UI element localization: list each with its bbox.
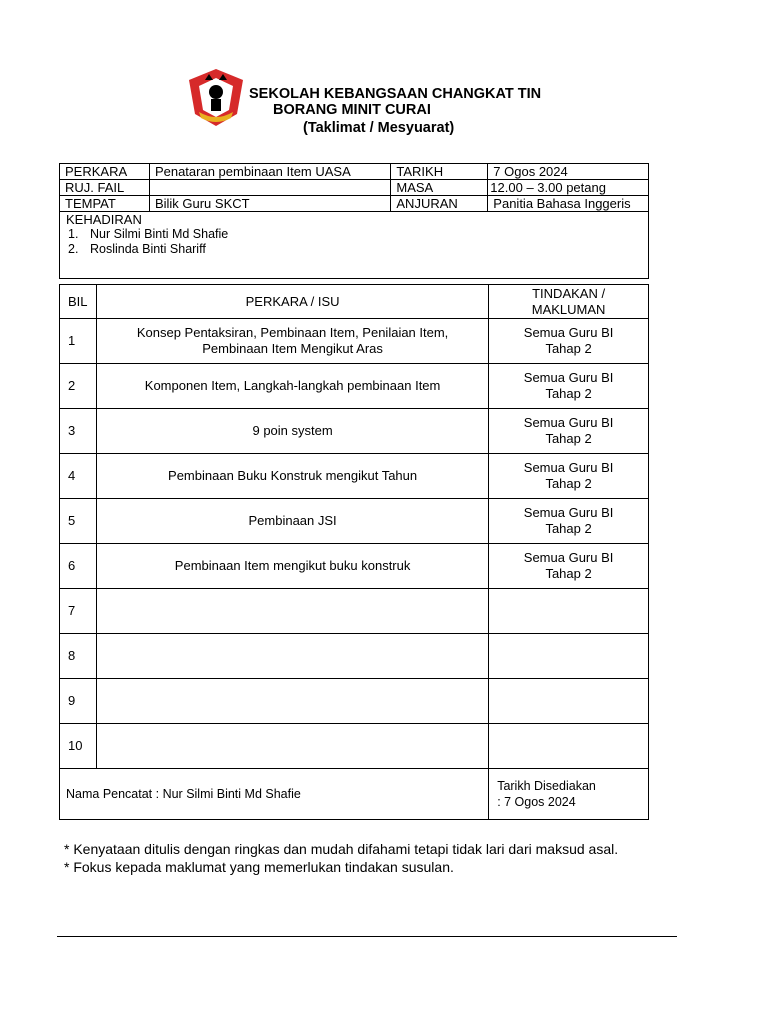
tindakan-line: Tahap 2 <box>545 476 592 491</box>
row-tindakan <box>489 409 649 454</box>
school-logo <box>185 66 247 128</box>
attendee-item <box>66 227 642 242</box>
tempat-value: Bilik Guru SKCT <box>149 196 390 212</box>
attendee-number: 1. <box>68 227 79 241</box>
perkara-value: Penataran pembinaan Item UASA <box>149 164 390 180</box>
notes <box>64 840 618 876</box>
attendee-name: Nur Silmi Binti Md Shafie <box>90 227 229 241</box>
tindakan-line: Tahap 2 <box>545 431 592 446</box>
table-footer-row <box>60 769 649 820</box>
tindakan-line: Semua Guru BI <box>523 415 614 430</box>
row-tindakan <box>489 679 649 724</box>
row-bil: 3 <box>60 409 97 454</box>
tindakan-line: Semua Guru BI <box>523 550 614 565</box>
rujfail-label: RUJ. FAIL <box>60 180 150 196</box>
masa-value: 12.00 – 3.00 petang <box>488 180 649 196</box>
table-row <box>60 499 649 544</box>
note-item: * Fokus kepada maklumat yang memerlukan tindakan susulan. <box>64 859 454 875</box>
note-item: * Kenyataan ditulis dengan ringkas dan mudah difahami tetapi tidak lari dari maksud asal. <box>64 841 619 857</box>
table-row <box>60 589 649 634</box>
info-row-perkara <box>60 164 649 180</box>
kehadiran-row <box>60 212 649 279</box>
tarikh-disediakan <box>489 769 649 820</box>
tindakan-line: Semua Guru BI <box>523 460 614 475</box>
tempat-label: TEMPAT <box>60 196 150 212</box>
perkara-line: Konsep Pentaksiran, Pembinaan Item, Penilaian Item, <box>136 325 449 340</box>
perkara-line: Pembinaan Buku Konstruk mengikut Tahun <box>168 468 418 483</box>
row-perkara <box>96 544 488 589</box>
header-tindakan <box>489 285 649 319</box>
row-bil: 1 <box>60 319 97 364</box>
row-bil: 5 <box>60 499 97 544</box>
row-tindakan <box>489 499 649 544</box>
table-row <box>60 319 649 364</box>
row-bil: 9 <box>60 679 97 724</box>
anjuran-label: ANJURAN <box>391 196 488 212</box>
info-row-rujfail <box>60 180 649 196</box>
row-bil: 2 <box>60 364 97 409</box>
header-tindakan-line1: TINDAKAN / <box>532 285 606 301</box>
tindakan-line: Semua Guru BI <box>523 370 614 385</box>
attendee-item <box>66 242 642 257</box>
table-header-row <box>60 285 649 319</box>
row-bil: 8 <box>60 634 97 679</box>
attendee-name: Roslinda Binti Shariff <box>90 242 206 256</box>
row-bil: 10 <box>60 724 97 769</box>
table-row <box>60 544 649 589</box>
row-perkara <box>96 409 488 454</box>
rujfail-value <box>149 180 390 196</box>
anjuran-value: Panitia Bahasa Inggeris <box>488 196 649 212</box>
table-row <box>60 724 649 769</box>
row-perkara <box>96 364 488 409</box>
kehadiran-cell <box>60 212 649 279</box>
tarikh-label: TARIKH <box>391 164 488 180</box>
row-tindakan <box>489 319 649 364</box>
row-perkara <box>96 319 488 364</box>
table-row <box>60 679 649 724</box>
row-bil: 6 <box>60 544 97 589</box>
form-title: BORANG MINIT CURAI <box>273 102 431 118</box>
meeting-info-table <box>59 163 649 279</box>
perkara-line: 9 poin system <box>252 423 333 438</box>
perkara-line: Pembinaan Item Mengikut Aras <box>202 341 383 356</box>
table-row <box>60 454 649 499</box>
row-tindakan <box>489 364 649 409</box>
tarikh-value: 7 Ogos 2024 <box>488 164 649 180</box>
header-perkara: PERKARA / ISU <box>96 285 488 319</box>
row-bil: 4 <box>60 454 97 499</box>
row-perkara <box>96 499 488 544</box>
perkara-label: PERKARA <box>60 164 150 180</box>
attendee-number: 2. <box>68 242 79 256</box>
row-tindakan <box>489 589 649 634</box>
tindakan-line: Tahap 2 <box>545 566 592 581</box>
row-tindakan <box>489 634 649 679</box>
minutes-table <box>59 284 649 820</box>
tindakan-line: Tahap 2 <box>545 521 592 536</box>
row-tindakan <box>489 454 649 499</box>
bottom-divider <box>57 936 677 937</box>
row-perkara <box>96 589 488 634</box>
info-row-tempat <box>60 196 649 212</box>
table-row <box>60 364 649 409</box>
row-perkara <box>96 454 488 499</box>
row-perkara <box>96 679 488 724</box>
kehadiran-label: KEHADIRAN <box>66 212 142 227</box>
row-perkara <box>96 634 488 679</box>
table-row <box>60 634 649 679</box>
row-perkara <box>96 724 488 769</box>
row-tindakan <box>489 544 649 589</box>
tarikh-disediakan-label: Tarikh Disediakan <box>497 779 596 793</box>
header-bil: BIL <box>60 285 97 319</box>
tindakan-line: Semua Guru BI <box>523 505 614 520</box>
tindakan-line: Tahap 2 <box>545 386 592 401</box>
perkara-line: Pembinaan JSI <box>248 513 337 528</box>
perkara-line: Komponen Item, Langkah-langkah pembinaan Item <box>144 378 441 393</box>
row-tindakan <box>489 724 649 769</box>
tarikh-disediakan-value: : 7 Ogos 2024 <box>497 795 576 809</box>
table-row <box>60 409 649 454</box>
perkara-line: Pembinaan Item mengikut buku konstruk <box>174 558 411 573</box>
header-tindakan-line2: MAKLUMAN <box>531 301 606 317</box>
pencatat-name: Nama Pencatat : Nur Silmi Binti Md Shafie <box>60 769 489 820</box>
form-subtitle: (Taklimat / Mesyuarat) <box>303 120 455 136</box>
school-name: SEKOLAH KEBANGSAAN CHANGKAT TIN <box>249 86 542 102</box>
tindakan-line: Semua Guru BI <box>523 325 614 340</box>
masa-label: MASA <box>391 180 488 196</box>
tindakan-line: Tahap 2 <box>545 341 592 356</box>
row-bil: 7 <box>60 589 97 634</box>
